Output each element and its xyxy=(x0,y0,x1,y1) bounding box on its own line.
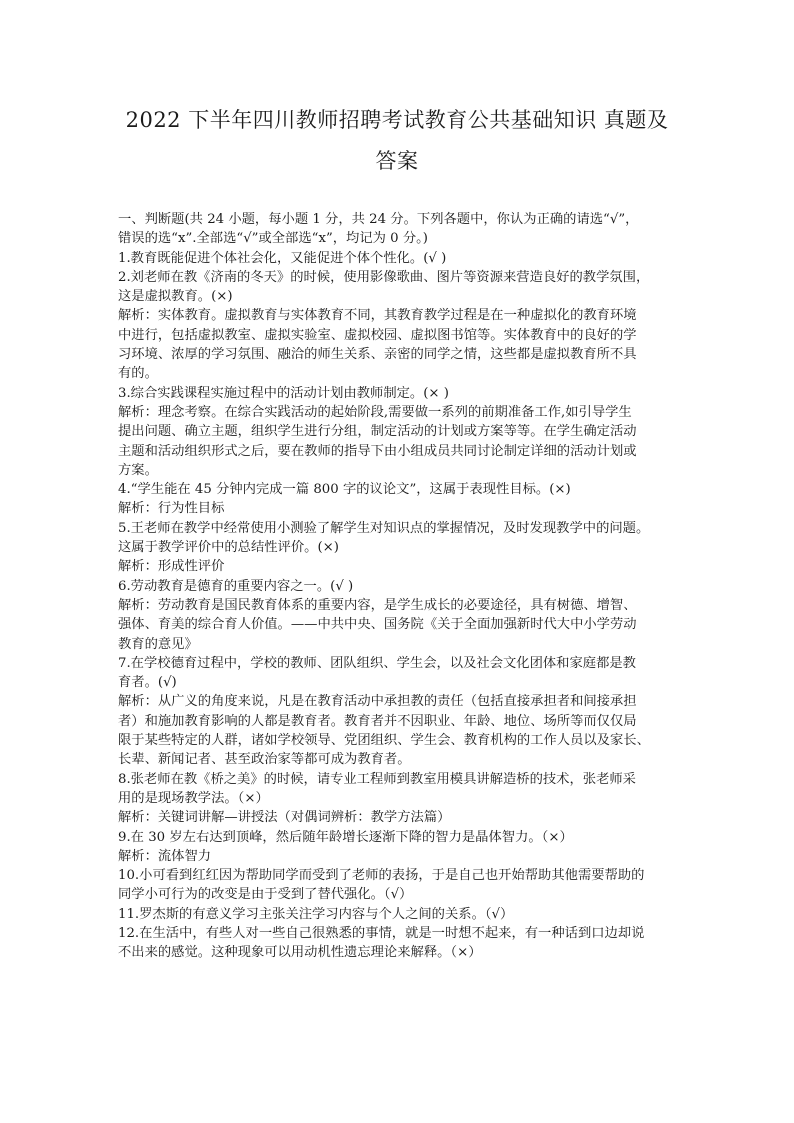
text-line: 方案。 xyxy=(118,462,158,478)
text-line: 强体、育美的综合育人价值。——中共中央、国务院《关于全面加强新时代大中小学劳动 xyxy=(118,617,637,633)
text-line: 一、判断题(共 24 小题，每小题 1 分，共 24 分。下列各题中，你认为正确的请选“√”， xyxy=(118,212,639,227)
text-line: 育者。(√) xyxy=(118,675,177,691)
text-line: 有的。 xyxy=(118,366,158,382)
text-line: 解析：形成性评价 xyxy=(118,559,225,575)
text-line: 不出来的感觉。这种现象可以用动机性遗忘理论来解释。（×） xyxy=(118,945,482,961)
text-line: 12.在生活中，有些人对一些自己很熟悉的事情，就是一时想不起来，有一种话到口边却说 xyxy=(118,925,645,941)
text-line: 同学小可行为的改变是由于受到了替代强化。（√） xyxy=(118,887,413,903)
text-line: 错误的选“x”.全部选“√”或全部选“x”，均记为 0 分。) xyxy=(118,231,428,247)
text-line: 解析：劳动教育是国民教育体系的重要内容，是学生成长的必要途径，具有树德、增智、 xyxy=(118,597,637,613)
text-line: 用的是现场教学法。（×） xyxy=(118,790,269,806)
text-line: 这是虚拟教育。(×) xyxy=(118,289,233,305)
text-line: 1.教育既能促进个体社会化，又能促进个体个性化。(√ ) xyxy=(118,250,447,266)
text-line: 教育的意见》 xyxy=(118,636,198,652)
text-line: 9.在 30 岁左右达到顶峰，然后随年龄增长逐渐下降的智力是晶体智力。（×） xyxy=(118,829,573,845)
text-line: 主题和活动组织形式之后，要在教师的指导下由小组成员共同讨论制定详细的活动计划或 xyxy=(118,443,637,459)
text-line: 3.综合实践课程实施过程中的活动计划由教师制定。(× ) xyxy=(118,385,449,401)
text-line: 长辈、新闻记者、甚至政治家等都可成为教育者。 xyxy=(118,752,411,768)
document-title-line-1: 2022 下半年四川教师招聘考试教育公共基础知识 真题及 xyxy=(125,108,669,132)
text-line: 者）和施加教育影响的人都是教育者。教育者并不因职业、年龄、地位、场所等而仅仅局 xyxy=(118,713,637,729)
text-line: 解析：实体教育。虚拟教育与实体教育不同，其教育教学过程是在一种虚拟化的教育环境 xyxy=(118,308,637,324)
text-line: 习环境、浓厚的学习氛围、融洽的师生关系、亲密的同学之情，这些都是虚拟教育所不具 xyxy=(118,347,637,363)
text-line: 10.小可看到红红因为帮助同学而受到了老师的表扬，于是自己也开始帮助其他需要帮助的 xyxy=(118,868,645,884)
document-body xyxy=(118,210,678,963)
text-line: 提出问题、确立主题，组织学生进行分组，制定活动的计划或方案等等。在学生确定活动 xyxy=(118,424,637,440)
text-line: 限于某些特定的人群，诸如学校领导、党团组织、学生会、教育机构的工作人员以及家长、 xyxy=(118,733,650,749)
text-line: 中进行，包括虚拟教室、虚拟实验室、虚拟校园、虚拟图书馆等。实体教育中的良好的学 xyxy=(118,327,637,343)
text-line: 解析：从广义的角度来说，凡是在教育活动中承担教的责任（包括直接承担者和间接承担 xyxy=(118,694,637,710)
text-line: 解析：关键词讲解—讲授法（对偶词辨析：教学方法篇） xyxy=(118,810,451,826)
text-line: 解析：流体智力 xyxy=(118,848,212,864)
text-line: 2.刘老师在教《济南的冬天》的时候，使用影像歌曲、图片等资源来营造良好的教学氛围， xyxy=(118,269,650,285)
text-line: 6.劳动教育是德育的重要内容之一。(√ ) xyxy=(118,578,354,594)
text-line: 4.“学生能在 45 分钟内完成一篇 800 字的议论文”，这属于表现性目标。(×) xyxy=(118,482,571,498)
text-line: 这属于教学评价中的总结性评价。(×) xyxy=(118,540,339,556)
text-line: 8.张老师在教《桥之美》的时候，请专业工程师到教室用模具讲解造桥的技术，张老师采 xyxy=(118,771,636,787)
text-line: 解析：行为性目标 xyxy=(118,501,225,517)
text-line: 11.罗杰斯的有意义学习主张关注学习内容与个人之间的关系。（√） xyxy=(118,906,514,922)
text-line: 7.在学校德育过程中，学校的教师、团队组织、学生会，以及社会文化团体和家庭都是教 xyxy=(118,655,636,671)
text-line: 5.王老师在教学中经常使用小测验了解学生对知识点的掌握情况，及时发现教学中的问题。 xyxy=(118,520,650,536)
document-title-line-2: 答案 xyxy=(375,149,419,173)
text-line: 解析：理念考察。在综合实践活动的起始阶段,需要做一系列的前期准备工作,如引导学生 xyxy=(118,404,632,420)
